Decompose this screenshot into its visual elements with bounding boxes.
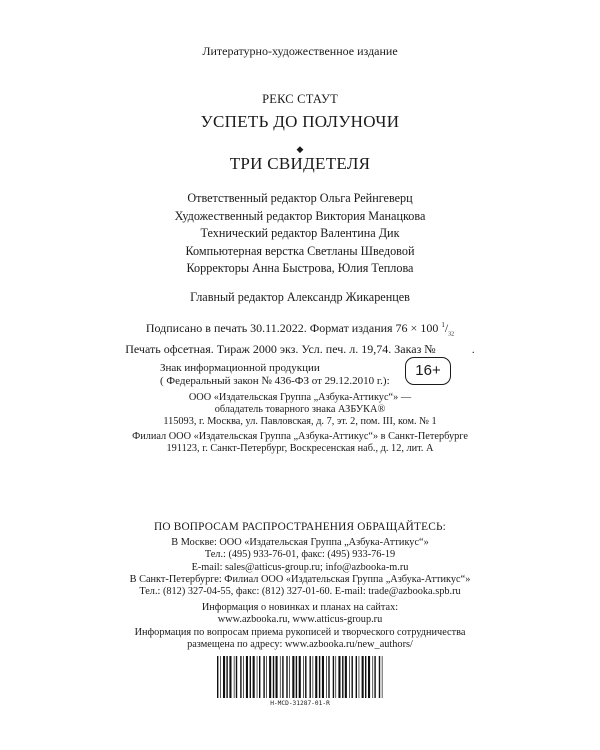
barcode-bar xyxy=(226,656,227,698)
age-sign-line-2: ( Федеральный закон № 436-ФЗ от 29.12.2010 г.): xyxy=(160,375,390,387)
staff-proofreaders: Корректоры Анна Быстрова, Юлия Теплова xyxy=(186,261,414,275)
barcode-bar xyxy=(289,656,290,698)
barcode-bar xyxy=(359,656,360,698)
barcode-bar xyxy=(372,656,373,698)
publisher-line: 115093, г. Москва, ул. Павловская, д. 7, эт. 2, пом. III, ком. № 1 xyxy=(163,416,437,427)
print-info xyxy=(0,318,600,357)
age-rating-badge: 16+ xyxy=(405,357,451,385)
barcode-bar xyxy=(263,656,264,698)
barcode-bar xyxy=(250,656,251,698)
barcode-bar xyxy=(296,656,297,698)
publisher-line: 191123, г. Санкт-Петербург, Воскресенская наб., д. 12, лит. А xyxy=(166,443,434,454)
staff-layout: Компьютерная верстка Светланы Шведовой xyxy=(185,243,415,258)
barcode-bar xyxy=(299,656,301,698)
barcode-bar xyxy=(310,656,311,698)
fraction-denominator: 32 xyxy=(448,331,455,338)
barcode-bar xyxy=(253,656,255,698)
barcode-bar xyxy=(319,656,320,698)
barcode xyxy=(216,656,384,698)
staff-tech-editor: Технический редактор Валентина Дик xyxy=(200,226,400,240)
barcode-bar xyxy=(315,656,317,698)
barcode-bar xyxy=(352,656,353,698)
barcode-bar xyxy=(266,656,267,698)
staff-responsible-editor: Ответственный редактор Ольга Рейнгеверц xyxy=(187,191,413,205)
book-title-2: ТРИ СВИДЕТЕЛЯ xyxy=(229,154,371,173)
print-format: Подписано в печать 30.11.2022. Формат издания 76 × 100 xyxy=(145,321,439,335)
barcode-bar xyxy=(236,656,237,698)
distribution-manuscripts xyxy=(0,627,600,652)
barcode-bar xyxy=(362,656,364,698)
barcode-bar xyxy=(382,656,383,698)
barcode-bar xyxy=(345,656,347,698)
fraction-numerator: 1 xyxy=(441,321,445,329)
barcode-bar xyxy=(246,656,248,698)
distribution-line: Тел.: (812) 327-04-55, факс: (812) 327-01-60. E-mail: trade@azbooka.spb.ru xyxy=(139,586,461,598)
publisher-line: ООО «Издательская Группа „Азбука-Аттикус“» — xyxy=(188,392,412,403)
barcode-bar xyxy=(220,656,221,698)
distribution-line: В Москве: ООО «Издательская Группа „Азбука-Аттикус“» xyxy=(171,537,429,548)
barcode-bar xyxy=(335,656,336,698)
distribution-line: www.azbooka.ru, www.atticus-group.ru xyxy=(217,614,383,626)
barcode-bar xyxy=(326,656,327,698)
barcode-bar xyxy=(349,656,350,698)
barcode-bar xyxy=(282,656,283,698)
publisher-branch xyxy=(0,431,600,455)
barcode-bar xyxy=(229,656,231,698)
distribution-moscow xyxy=(0,537,600,574)
barcode-bar xyxy=(313,656,314,698)
barcode-bar xyxy=(292,656,294,698)
barcode-bar xyxy=(273,656,274,698)
barcode-bar xyxy=(342,656,343,698)
distribution-line: размещена по адресу: www.azbooka.ru/new_authors/ xyxy=(187,639,413,651)
print-run: Печать офсетная. Тираж 2000 экз. Усл. печ. л. 19,74. Заказ № xyxy=(125,342,436,357)
barcode-bar xyxy=(269,656,271,698)
barcode-bar xyxy=(365,656,366,698)
print-line-2: Печать офсетная. Тираж 2000 экз. Усл. печ. л. 19,74. Заказ № . xyxy=(125,342,475,357)
print-line-1: Подписано в печать 30.11.2022. Формат издания 76 × 100 $^1/_{32}$ xyxy=(145,321,455,338)
barcode-bar xyxy=(303,656,304,698)
age-sign-line-1: Знак информационной продукции xyxy=(160,362,320,374)
staff-art-editor: Художественный редактор Виктория Манацкова xyxy=(174,208,426,223)
publisher-main xyxy=(0,392,600,428)
age-sign-text xyxy=(160,362,390,388)
chief-editor: Главный редактор Александр Жикаренцев xyxy=(190,290,410,304)
barcode-bar xyxy=(379,656,380,698)
distribution-line: Информация по вопросам приема рукописей и творческого сотрудничества xyxy=(134,627,466,638)
barcode-bar xyxy=(234,656,235,698)
distribution-line: E-mail: sales@atticus-group.ru; info@azbooka-m.ru xyxy=(191,561,409,573)
book-title-1: УСПЕТЬ ДО ПОЛУНОЧИ xyxy=(200,112,400,131)
barcode-bar xyxy=(374,656,375,698)
barcode-bar xyxy=(328,656,329,698)
barcode-bar xyxy=(243,656,244,698)
barcode-bar xyxy=(276,656,278,698)
barcode-bar xyxy=(280,656,281,698)
barcode-code: Н-МСD-31287-01-R xyxy=(270,700,330,707)
barcode-bar xyxy=(305,656,306,698)
staff-list xyxy=(0,190,600,278)
distribution-line: Информация о новинках и планах на сайтах: xyxy=(201,602,399,613)
barcode-bar xyxy=(240,656,241,698)
distribution-spb xyxy=(0,574,600,599)
barcode-bar xyxy=(338,656,340,698)
barcode-bar xyxy=(322,656,324,698)
title-separator: ◆ xyxy=(296,144,304,154)
barcode-bar xyxy=(356,656,357,698)
distribution-line: Тел.: (495) 933-76-01, факс: (495) 933-76-19 xyxy=(204,549,396,561)
distribution-title: ПО ВОПРОСАМ РАСПРОСТРАНЕНИЯ ОБРАЩАЙТЕСЬ: xyxy=(153,521,447,533)
barcode-bar xyxy=(333,656,334,698)
author-name: РЕКС СТАУТ xyxy=(262,92,338,106)
barcode-bar xyxy=(286,656,287,698)
barcode-bar xyxy=(257,656,258,698)
publisher-line: Филиал ООО «Издательская Группа „Азбука-Аттикус“» в Санкт-Петербурге xyxy=(132,431,468,442)
publisher-line: обладатель товарного знака АЗБУКА® xyxy=(214,404,386,415)
barcode-bar xyxy=(368,656,370,698)
edition-type: Литературно-художественное издание xyxy=(202,44,398,58)
barcode-bar xyxy=(223,656,225,698)
distribution-line: В Санкт-Петербурге: Филиал ООО «Издательская Группа „Азбука-Аттикус“» xyxy=(129,574,471,585)
barcode-bar xyxy=(259,656,260,698)
distribution-news xyxy=(0,602,600,627)
barcode-bar xyxy=(217,656,218,698)
